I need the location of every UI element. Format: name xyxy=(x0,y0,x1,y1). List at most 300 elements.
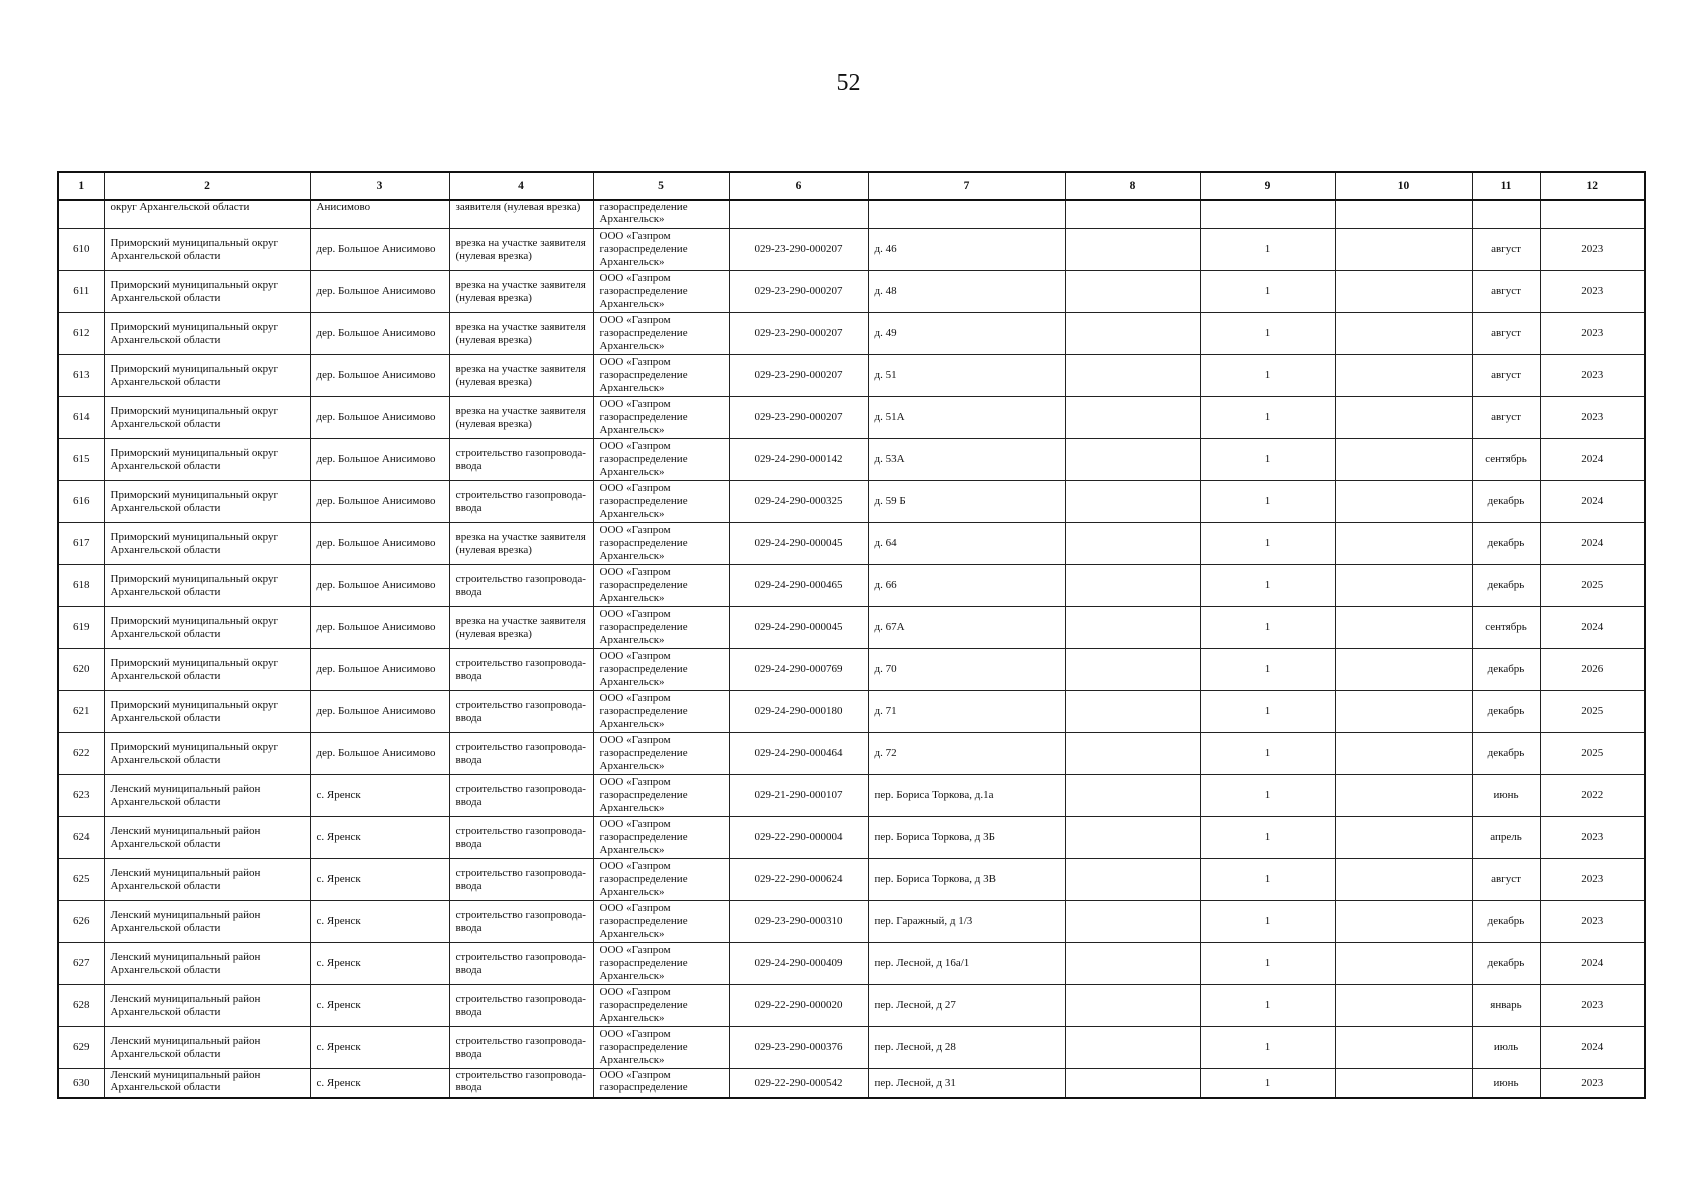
cell-count: 1 xyxy=(1200,1069,1335,1099)
cell-count: 1 xyxy=(1200,943,1335,985)
cell-settlement: с. Яренск xyxy=(310,817,449,859)
cell-district: Ленский муниципальный район Архангельской области xyxy=(104,1069,310,1099)
cell-district: Ленский муниципальный район Архангельской области xyxy=(104,775,310,817)
cell-code: 029-24-290-000409 xyxy=(729,943,868,985)
cell-org: ООО «Газпром газораспределение Архангельск» xyxy=(593,313,729,355)
cell-col10 xyxy=(1335,691,1472,733)
cell-work: заявителя (нулевая врезка) xyxy=(449,200,593,229)
cell-col8 xyxy=(1065,229,1200,271)
cell-year: 2023 xyxy=(1540,817,1645,859)
table-row xyxy=(58,775,1645,817)
cell-col8 xyxy=(1065,985,1200,1027)
cell-col10 xyxy=(1335,1027,1472,1069)
cell-number: 625 xyxy=(58,859,104,901)
cell-code: 029-22-290-000020 xyxy=(729,985,868,1027)
cell-address: д. 67А xyxy=(868,607,1065,649)
cell-org: ООО «Газпром газораспределение Архангельск» xyxy=(593,229,729,271)
cell-org: ООО «Газпром газораспределение xyxy=(593,1069,729,1099)
cell-code: 029-23-290-000310 xyxy=(729,901,868,943)
cell-code: 029-23-290-000376 xyxy=(729,1027,868,1069)
cell-settlement: дер. Большое Анисимово xyxy=(310,691,449,733)
cell-month: декабрь xyxy=(1472,649,1540,691)
cell-address: д. 71 xyxy=(868,691,1065,733)
table-body xyxy=(58,200,1645,1098)
header-col-1: 1 xyxy=(58,172,104,200)
cell-settlement: дер. Большое Анисимово xyxy=(310,229,449,271)
cell-number: 614 xyxy=(58,397,104,439)
cell-work: врезка на участке заявителя (нулевая врезка) xyxy=(449,607,593,649)
cell-count: 1 xyxy=(1200,733,1335,775)
cell-org: ООО «Газпром газораспределение Архангельск» xyxy=(593,817,729,859)
cell-number: 623 xyxy=(58,775,104,817)
cell-count xyxy=(1200,200,1335,229)
cell-work: врезка на участке заявителя (нулевая врезка) xyxy=(449,397,593,439)
table-row xyxy=(58,859,1645,901)
cell-org: ООО «Газпром газораспределение Архангельск» xyxy=(593,775,729,817)
table-row xyxy=(58,607,1645,649)
cell-org: газораспределение Архангельск» xyxy=(593,200,729,229)
cell-district: Приморский муниципальный округ Архангельской области xyxy=(104,481,310,523)
cell-count: 1 xyxy=(1200,607,1335,649)
cell-year: 2024 xyxy=(1540,439,1645,481)
cell-org: ООО «Газпром газораспределение Архангельск» xyxy=(593,607,729,649)
cell-code: 029-24-290-000142 xyxy=(729,439,868,481)
cell-code: 029-23-290-000207 xyxy=(729,313,868,355)
cell-count: 1 xyxy=(1200,229,1335,271)
cell-address: д. 59 Б xyxy=(868,481,1065,523)
header-row xyxy=(58,172,1645,200)
cell-number: 619 xyxy=(58,607,104,649)
cell-number: 611 xyxy=(58,271,104,313)
cell-count: 1 xyxy=(1200,439,1335,481)
cell-month: декабрь xyxy=(1472,523,1540,565)
cell-address: пер. Бориса Торкова, д 3В xyxy=(868,859,1065,901)
cell-count: 1 xyxy=(1200,523,1335,565)
cell-org: ООО «Газпром газораспределение Архангельск» xyxy=(593,985,729,1027)
cell-col10 xyxy=(1335,355,1472,397)
cell-col10 xyxy=(1335,775,1472,817)
table-row xyxy=(58,313,1645,355)
cell-work: врезка на участке заявителя (нулевая врезка) xyxy=(449,229,593,271)
cell-col10 xyxy=(1335,817,1472,859)
cell-count: 1 xyxy=(1200,817,1335,859)
header-col-2: 2 xyxy=(104,172,310,200)
table-header xyxy=(58,172,1645,200)
cell-address: пер. Лесной, д 31 xyxy=(868,1069,1065,1099)
cell-month: сентябрь xyxy=(1472,607,1540,649)
cell-work: строительство газопровода-ввода xyxy=(449,775,593,817)
cell-col8 xyxy=(1065,859,1200,901)
cell-col8 xyxy=(1065,817,1200,859)
cell-district: Приморский муниципальный округ Архангельской области xyxy=(104,439,310,481)
cell-col8 xyxy=(1065,607,1200,649)
cell-col8 xyxy=(1065,200,1200,229)
cell-work: строительство газопровода-ввода xyxy=(449,817,593,859)
cell-district: Ленский муниципальный район Архангельской области xyxy=(104,901,310,943)
cell-district: Приморский муниципальный округ Архангельской области xyxy=(104,733,310,775)
cell-number: 627 xyxy=(58,943,104,985)
cell-address: пер. Бориса Торкова, д.1а xyxy=(868,775,1065,817)
cell-settlement: дер. Большое Анисимово xyxy=(310,733,449,775)
cell-org: ООО «Газпром газораспределение Архангельск» xyxy=(593,397,729,439)
cell-col10 xyxy=(1335,649,1472,691)
cell-year: 2022 xyxy=(1540,775,1645,817)
cell-year: 2023 xyxy=(1540,1069,1645,1099)
cell-org: ООО «Газпром газораспределение Архангельск» xyxy=(593,649,729,691)
cell-settlement: дер. Большое Анисимово xyxy=(310,313,449,355)
cell-month: декабрь xyxy=(1472,733,1540,775)
cell-settlement: дер. Большое Анисимово xyxy=(310,439,449,481)
cell-district: Ленский муниципальный район Архангельской области xyxy=(104,943,310,985)
cell-number: 620 xyxy=(58,649,104,691)
cell-col8 xyxy=(1065,901,1200,943)
cell-settlement: с. Яренск xyxy=(310,943,449,985)
table-row xyxy=(58,817,1645,859)
cell-org: ООО «Газпром газораспределение Архангельск» xyxy=(593,943,729,985)
cell-year: 2024 xyxy=(1540,481,1645,523)
cell-col8 xyxy=(1065,733,1200,775)
cell-code: 029-23-290-000207 xyxy=(729,355,868,397)
cell-year: 2024 xyxy=(1540,523,1645,565)
cell-work: строительство газопровода-ввода xyxy=(449,649,593,691)
cell-number: 615 xyxy=(58,439,104,481)
cell-district: Приморский муниципальный округ Архангельской области xyxy=(104,565,310,607)
cell-col8 xyxy=(1065,649,1200,691)
cell-col8 xyxy=(1065,1069,1200,1099)
cell-address: д. 49 xyxy=(868,313,1065,355)
cell-work: врезка на участке заявителя (нулевая врезка) xyxy=(449,355,593,397)
cell-org: ООО «Газпром газораспределение Архангельск» xyxy=(593,1027,729,1069)
cell-number: 628 xyxy=(58,985,104,1027)
cell-code: 029-24-290-000769 xyxy=(729,649,868,691)
cell-year: 2024 xyxy=(1540,943,1645,985)
cell-year: 2023 xyxy=(1540,397,1645,439)
cell-month: декабрь xyxy=(1472,943,1540,985)
table-row xyxy=(58,481,1645,523)
cell-year: 2023 xyxy=(1540,859,1645,901)
cell-code: 029-22-290-000004 xyxy=(729,817,868,859)
cell-number: 621 xyxy=(58,691,104,733)
cell-district: Ленский муниципальный район Архангельской области xyxy=(104,817,310,859)
cell-count: 1 xyxy=(1200,565,1335,607)
cell-district: Приморский муниципальный округ Архангельской области xyxy=(104,271,310,313)
cell-count: 1 xyxy=(1200,355,1335,397)
table-row xyxy=(58,565,1645,607)
table-row xyxy=(58,1069,1645,1099)
header-col-11: 11 xyxy=(1472,172,1540,200)
cell-year: 2025 xyxy=(1540,565,1645,607)
cell-settlement: дер. Большое Анисимово xyxy=(310,397,449,439)
cell-month: август xyxy=(1472,397,1540,439)
cell-work: строительство газопровода-ввода xyxy=(449,985,593,1027)
cell-month: июнь xyxy=(1472,1069,1540,1099)
cell-settlement: Анисимово xyxy=(310,200,449,229)
cell-org: ООО «Газпром газораспределение Архангельск» xyxy=(593,355,729,397)
cell-district: Приморский муниципальный округ Архангельской области xyxy=(104,397,310,439)
header-col-5: 5 xyxy=(593,172,729,200)
cell-district: округ Архангельской области xyxy=(104,200,310,229)
cell-address: д. 64 xyxy=(868,523,1065,565)
cell-col10 xyxy=(1335,901,1472,943)
cell-year: 2025 xyxy=(1540,733,1645,775)
cell-org: ООО «Газпром газораспределение Архангельск» xyxy=(593,481,729,523)
cell-code: 029-24-290-000045 xyxy=(729,607,868,649)
cell-count: 1 xyxy=(1200,859,1335,901)
cell-year: 2026 xyxy=(1540,649,1645,691)
table-row xyxy=(58,271,1645,313)
cell-address: д. 72 xyxy=(868,733,1065,775)
cell-settlement: дер. Большое Анисимово xyxy=(310,607,449,649)
cell-settlement: с. Яренск xyxy=(310,1069,449,1099)
cell-count: 1 xyxy=(1200,397,1335,439)
table-row xyxy=(58,649,1645,691)
cell-work: строительство газопровода-ввода xyxy=(449,733,593,775)
cell-org: ООО «Газпром газораспределение Архангельск» xyxy=(593,733,729,775)
cell-col8 xyxy=(1065,775,1200,817)
cell-code: 029-24-290-000180 xyxy=(729,691,868,733)
cell-count: 1 xyxy=(1200,691,1335,733)
cell-work: врезка на участке заявителя (нулевая врезка) xyxy=(449,523,593,565)
cell-col10 xyxy=(1335,313,1472,355)
cell-number xyxy=(58,200,104,229)
cell-col8 xyxy=(1065,397,1200,439)
cell-district: Ленский муниципальный район Архангельской области xyxy=(104,1027,310,1069)
cell-number: 630 xyxy=(58,1069,104,1099)
continuation-row xyxy=(58,200,1645,229)
cell-month: декабрь xyxy=(1472,691,1540,733)
cell-count: 1 xyxy=(1200,1027,1335,1069)
cell-year: 2024 xyxy=(1540,607,1645,649)
cell-work: строительство газопровода-ввода xyxy=(449,565,593,607)
cell-address: пер. Лесной, д 28 xyxy=(868,1027,1065,1069)
table-row xyxy=(58,397,1645,439)
header-col-6: 6 xyxy=(729,172,868,200)
cell-district: Приморский муниципальный округ Архангельской области xyxy=(104,355,310,397)
cell-year: 2023 xyxy=(1540,271,1645,313)
cell-settlement: с. Яренск xyxy=(310,985,449,1027)
cell-address: пер. Гаражный, д 1/3 xyxy=(868,901,1065,943)
cell-month: апрель xyxy=(1472,817,1540,859)
cell-col8 xyxy=(1065,523,1200,565)
cell-year: 2024 xyxy=(1540,1027,1645,1069)
cell-code: 029-24-290-000325 xyxy=(729,481,868,523)
cell-address: д. 46 xyxy=(868,229,1065,271)
cell-code: 029-24-290-000045 xyxy=(729,523,868,565)
cell-year: 2025 xyxy=(1540,691,1645,733)
cell-month: июль xyxy=(1472,1027,1540,1069)
table-row xyxy=(58,439,1645,481)
cell-col10 xyxy=(1335,200,1472,229)
header-col-7: 7 xyxy=(868,172,1065,200)
cell-col10 xyxy=(1335,481,1472,523)
cell-code: 029-22-290-000624 xyxy=(729,859,868,901)
cell-work: строительство газопровода-ввода xyxy=(449,1027,593,1069)
cell-number: 629 xyxy=(58,1027,104,1069)
cell-count: 1 xyxy=(1200,313,1335,355)
table-row xyxy=(58,229,1645,271)
cell-number: 626 xyxy=(58,901,104,943)
cell-work: строительство газопровода-ввода xyxy=(449,901,593,943)
cell-district: Ленский муниципальный район Архангельской области xyxy=(104,985,310,1027)
cell-work: строительство газопровода-ввода xyxy=(449,1069,593,1099)
cell-address: д. 51 xyxy=(868,355,1065,397)
cell-year: 2023 xyxy=(1540,355,1645,397)
cell-district: Приморский муниципальный округ Архангельской области xyxy=(104,607,310,649)
header-col-12: 12 xyxy=(1540,172,1645,200)
cell-col10 xyxy=(1335,523,1472,565)
cell-count: 1 xyxy=(1200,481,1335,523)
cell-address: пер. Бориса Торкова, д 3Б xyxy=(868,817,1065,859)
cell-org: ООО «Газпром газораспределение Архангельск» xyxy=(593,565,729,607)
cell-count: 1 xyxy=(1200,775,1335,817)
cell-work: строительство газопровода-ввода xyxy=(449,691,593,733)
cell-month: сентябрь xyxy=(1472,439,1540,481)
cell-district: Ленский муниципальный район Архангельской области xyxy=(104,859,310,901)
cell-month xyxy=(1472,200,1540,229)
cell-settlement: дер. Большое Анисимово xyxy=(310,481,449,523)
cell-district: Приморский муниципальный округ Архангельской области xyxy=(104,229,310,271)
cell-code: 029-22-290-000542 xyxy=(729,1069,868,1099)
cell-settlement: дер. Большое Анисимово xyxy=(310,271,449,313)
header-col-10: 10 xyxy=(1335,172,1472,200)
cell-address: пер. Лесной, д 16а/1 xyxy=(868,943,1065,985)
cell-month: январь xyxy=(1472,985,1540,1027)
cell-org: ООО «Газпром газораспределение Архангельск» xyxy=(593,271,729,313)
cell-address: д. 51А xyxy=(868,397,1065,439)
cell-col8 xyxy=(1065,439,1200,481)
cell-work: строительство газопровода-ввода xyxy=(449,859,593,901)
cell-number: 613 xyxy=(58,355,104,397)
cell-col10 xyxy=(1335,1069,1472,1099)
cell-org: ООО «Газпром газораспределение Архангельск» xyxy=(593,901,729,943)
cell-code xyxy=(729,200,868,229)
table-row xyxy=(58,1027,1645,1069)
cell-code: 029-24-290-000465 xyxy=(729,565,868,607)
cell-address: д. 53А xyxy=(868,439,1065,481)
cell-settlement: дер. Большое Анисимово xyxy=(310,649,449,691)
cell-code: 029-23-290-000207 xyxy=(729,397,868,439)
cell-code: 029-24-290-000464 xyxy=(729,733,868,775)
cell-col8 xyxy=(1065,355,1200,397)
cell-year: 2023 xyxy=(1540,313,1645,355)
cell-address xyxy=(868,200,1065,229)
cell-col10 xyxy=(1335,565,1472,607)
cell-col10 xyxy=(1335,985,1472,1027)
cell-org: ООО «Газпром газораспределение Архангельск» xyxy=(593,523,729,565)
header-col-8: 8 xyxy=(1065,172,1200,200)
cell-month: июнь xyxy=(1472,775,1540,817)
cell-year: 2023 xyxy=(1540,229,1645,271)
cell-work: строительство газопровода-ввода xyxy=(449,943,593,985)
cell-month: декабрь xyxy=(1472,901,1540,943)
cell-month: декабрь xyxy=(1472,565,1540,607)
cell-col10 xyxy=(1335,859,1472,901)
cell-col8 xyxy=(1065,271,1200,313)
cell-settlement: с. Яренск xyxy=(310,901,449,943)
cell-col10 xyxy=(1335,271,1472,313)
cell-address: д. 70 xyxy=(868,649,1065,691)
cell-number: 616 xyxy=(58,481,104,523)
cell-org: ООО «Газпром газораспределение Архангельск» xyxy=(593,691,729,733)
cell-col10 xyxy=(1335,397,1472,439)
table-row xyxy=(58,355,1645,397)
cell-count: 1 xyxy=(1200,649,1335,691)
header-col-3: 3 xyxy=(310,172,449,200)
cell-col10 xyxy=(1335,229,1472,271)
header-col-9: 9 xyxy=(1200,172,1335,200)
page-number: 52 xyxy=(836,70,861,96)
cell-work: врезка на участке заявителя (нулевая врезка) xyxy=(449,271,593,313)
cell-count: 1 xyxy=(1200,271,1335,313)
cell-year: 2023 xyxy=(1540,985,1645,1027)
cell-settlement: дер. Большое Анисимово xyxy=(310,565,449,607)
cell-work: строительство газопровода-ввода xyxy=(449,439,593,481)
cell-number: 610 xyxy=(58,229,104,271)
cell-settlement: дер. Большое Анисимово xyxy=(310,355,449,397)
cell-col8 xyxy=(1065,943,1200,985)
cell-month: август xyxy=(1472,859,1540,901)
cell-code: 029-21-290-000107 xyxy=(729,775,868,817)
cell-month: август xyxy=(1472,355,1540,397)
table-row xyxy=(58,691,1645,733)
cell-month: август xyxy=(1472,313,1540,355)
cell-number: 624 xyxy=(58,817,104,859)
table-row xyxy=(58,985,1645,1027)
cell-work: строительство газопровода-ввода xyxy=(449,481,593,523)
cell-col8 xyxy=(1065,1027,1200,1069)
cell-col10 xyxy=(1335,943,1472,985)
cell-settlement: дер. Большое Анисимово xyxy=(310,523,449,565)
cell-col8 xyxy=(1065,313,1200,355)
cell-district: Приморский муниципальный округ Архангельской области xyxy=(104,313,310,355)
cell-work: врезка на участке заявителя (нулевая врезка) xyxy=(449,313,593,355)
table-row xyxy=(58,901,1645,943)
cell-district: Приморский муниципальный округ Архангельской области xyxy=(104,691,310,733)
cell-col8 xyxy=(1065,481,1200,523)
cell-code: 029-23-290-000207 xyxy=(729,271,868,313)
cell-settlement: с. Яренск xyxy=(310,775,449,817)
cell-org: ООО «Газпром газораспределение Архангельск» xyxy=(593,439,729,481)
cell-settlement: с. Яренск xyxy=(310,1027,449,1069)
cell-org: ООО «Газпром газораспределение Архангельск» xyxy=(593,859,729,901)
table-row xyxy=(58,943,1645,985)
cell-address: д. 48 xyxy=(868,271,1065,313)
cell-col10 xyxy=(1335,439,1472,481)
cell-month: август xyxy=(1472,271,1540,313)
cell-district: Приморский муниципальный округ Архангельской области xyxy=(104,649,310,691)
header-col-4: 4 xyxy=(449,172,593,200)
object-register-table xyxy=(57,171,1646,1099)
cell-col10 xyxy=(1335,607,1472,649)
table-row xyxy=(58,523,1645,565)
cell-year: 2023 xyxy=(1540,901,1645,943)
cell-count: 1 xyxy=(1200,985,1335,1027)
cell-year xyxy=(1540,200,1645,229)
cell-col8 xyxy=(1065,691,1200,733)
cell-number: 622 xyxy=(58,733,104,775)
cell-address: д. 66 xyxy=(868,565,1065,607)
cell-number: 618 xyxy=(58,565,104,607)
cell-col8 xyxy=(1065,565,1200,607)
cell-col10 xyxy=(1335,733,1472,775)
cell-district: Приморский муниципальный округ Архангельской области xyxy=(104,523,310,565)
cell-code: 029-23-290-000207 xyxy=(729,229,868,271)
cell-settlement: с. Яренск xyxy=(310,859,449,901)
cell-address: пер. Лесной, д 27 xyxy=(868,985,1065,1027)
cell-month: декабрь xyxy=(1472,481,1540,523)
cell-count: 1 xyxy=(1200,901,1335,943)
cell-number: 617 xyxy=(58,523,104,565)
